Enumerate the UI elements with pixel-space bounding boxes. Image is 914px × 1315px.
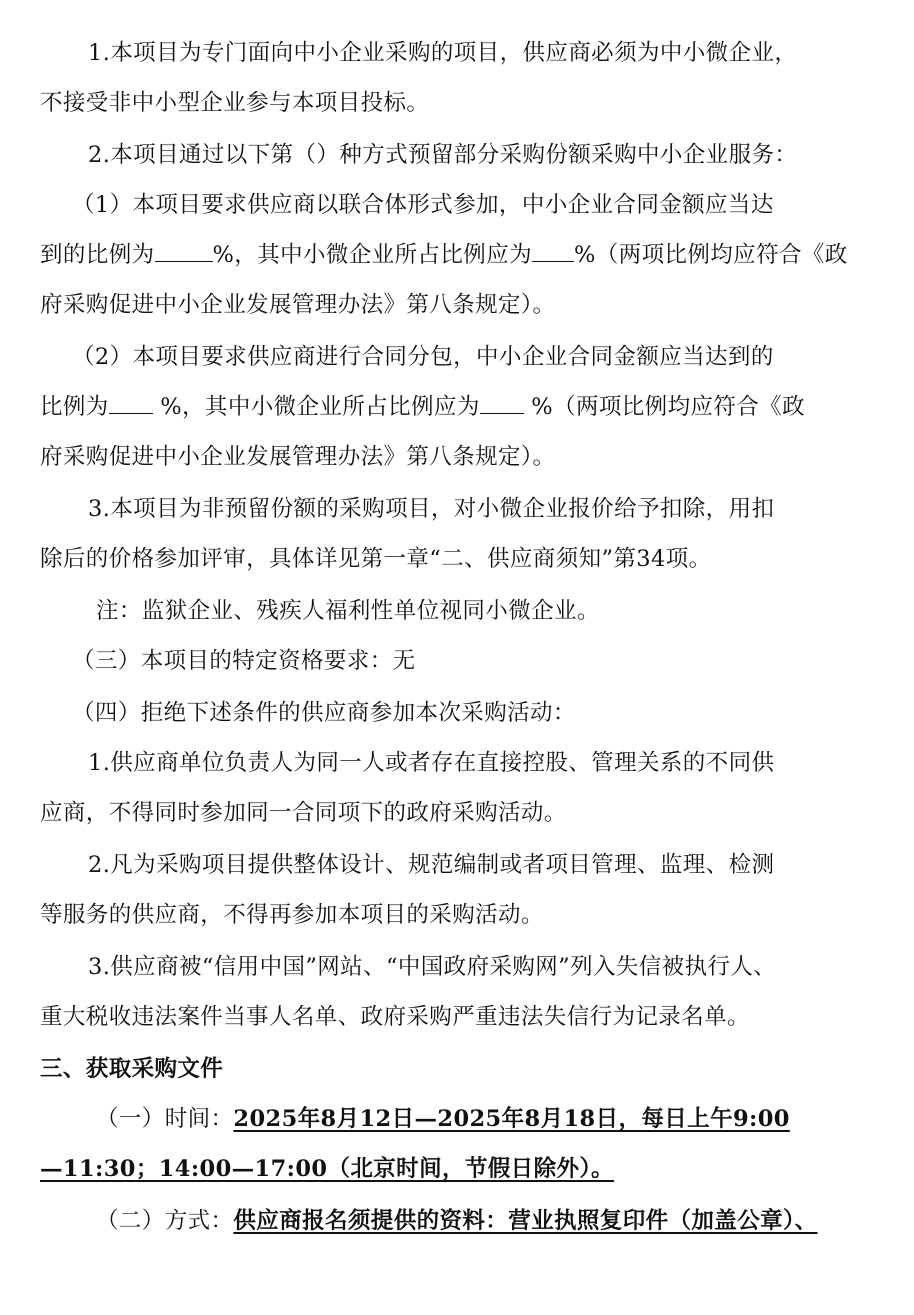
text-segment: %（两项比例均应符合《政 xyxy=(523,394,805,420)
text-segment: %，其中小微企业所占比例应为 xyxy=(152,394,480,420)
underlined-value: 2025年8月12日—2025年8月18日，每日上午9:00 xyxy=(233,1106,790,1132)
text-line: 重大税收违法案件当事人名单、政府采购严重违法失信行为记录名单。 xyxy=(40,1004,750,1030)
fill-blank xyxy=(480,391,524,414)
fill-blank xyxy=(155,239,213,262)
text-line: 3.供应商被“信用中国”网站、“中国政府采购网”列入失信被执行人、 xyxy=(88,954,777,980)
underlined-value: 供应商报名须提供的资料：营业执照复印件（加盖公章）、 xyxy=(233,1208,818,1234)
text-line: 2.凡为采购项目提供整体设计、规范编制或者项目管理、监理、检测 xyxy=(88,852,775,878)
fill-blank xyxy=(109,391,153,414)
text-segment: 到的比例为 xyxy=(40,242,155,268)
underlined-value: —11:30；14:00—17:00（北京时间，节假日除外）。 xyxy=(40,1156,614,1182)
text-line: （1）本项目要求供应商以联合体形式参加，中小企业合同金额应当达 xyxy=(72,192,774,218)
fill-blank xyxy=(532,239,574,262)
text-segment: %（两项比例均应符合《政 xyxy=(574,242,848,268)
field-label: （二）方式： xyxy=(96,1208,234,1234)
text-line: 应商，不得同时参加同一合同项下的政府采购活动。 xyxy=(40,800,567,826)
text-line: 府采购促进中小企业发展管理办法》第八条规定）。 xyxy=(40,292,556,318)
text-line: （三）本项目的特定资格要求：无 xyxy=(72,648,416,674)
text-line: 不接受非中小型企业参与本项目投标。 xyxy=(40,90,430,116)
field-label: （一）时间： xyxy=(96,1106,234,1132)
text-line: 除后的价格参加评审，具体详见第一章“二、供应商须知”第34项。 xyxy=(40,546,712,572)
text-line: （2）本项目要求供应商进行合同分包，中小企业合同金额应当达到的 xyxy=(72,344,774,370)
text-line: （四）拒绝下述条件的供应商参加本次采购活动： xyxy=(72,700,576,726)
section-heading: 三、获取采购文件 xyxy=(40,1056,224,1082)
text-line: 府采购促进中小企业发展管理办法》第八条规定）。 xyxy=(40,444,556,470)
text-line xyxy=(40,389,805,425)
text-segment: %，其中小微企业所占比例应为 xyxy=(212,242,532,268)
text-line: 1.供应商单位负责人为同一人或者存在直接控股、管理关系的不同供 xyxy=(88,750,775,776)
text-segment: 比例为 xyxy=(40,394,109,420)
text-line xyxy=(96,1101,790,1137)
text-line: 2.本项目通过以下第（）种方式预留部分采购份额采购中小企业服务： xyxy=(88,142,798,168)
text-line: 注：监狱企业、残疾人福利性单位视同小微企业。 xyxy=(96,598,600,624)
text-line: 1.本项目为专门面向中小企业采购的项目，供应商必须为中小微企业， xyxy=(88,40,798,66)
text-line: 等服务的供应商，不得再参加本项目的采购活动。 xyxy=(40,902,544,928)
text-line: 3.本项目为非预留份额的采购项目，对小微企业报价给予扣除，用扣 xyxy=(88,496,775,522)
text-line xyxy=(40,237,848,273)
text-line xyxy=(96,1203,818,1239)
text-line xyxy=(40,1151,614,1187)
